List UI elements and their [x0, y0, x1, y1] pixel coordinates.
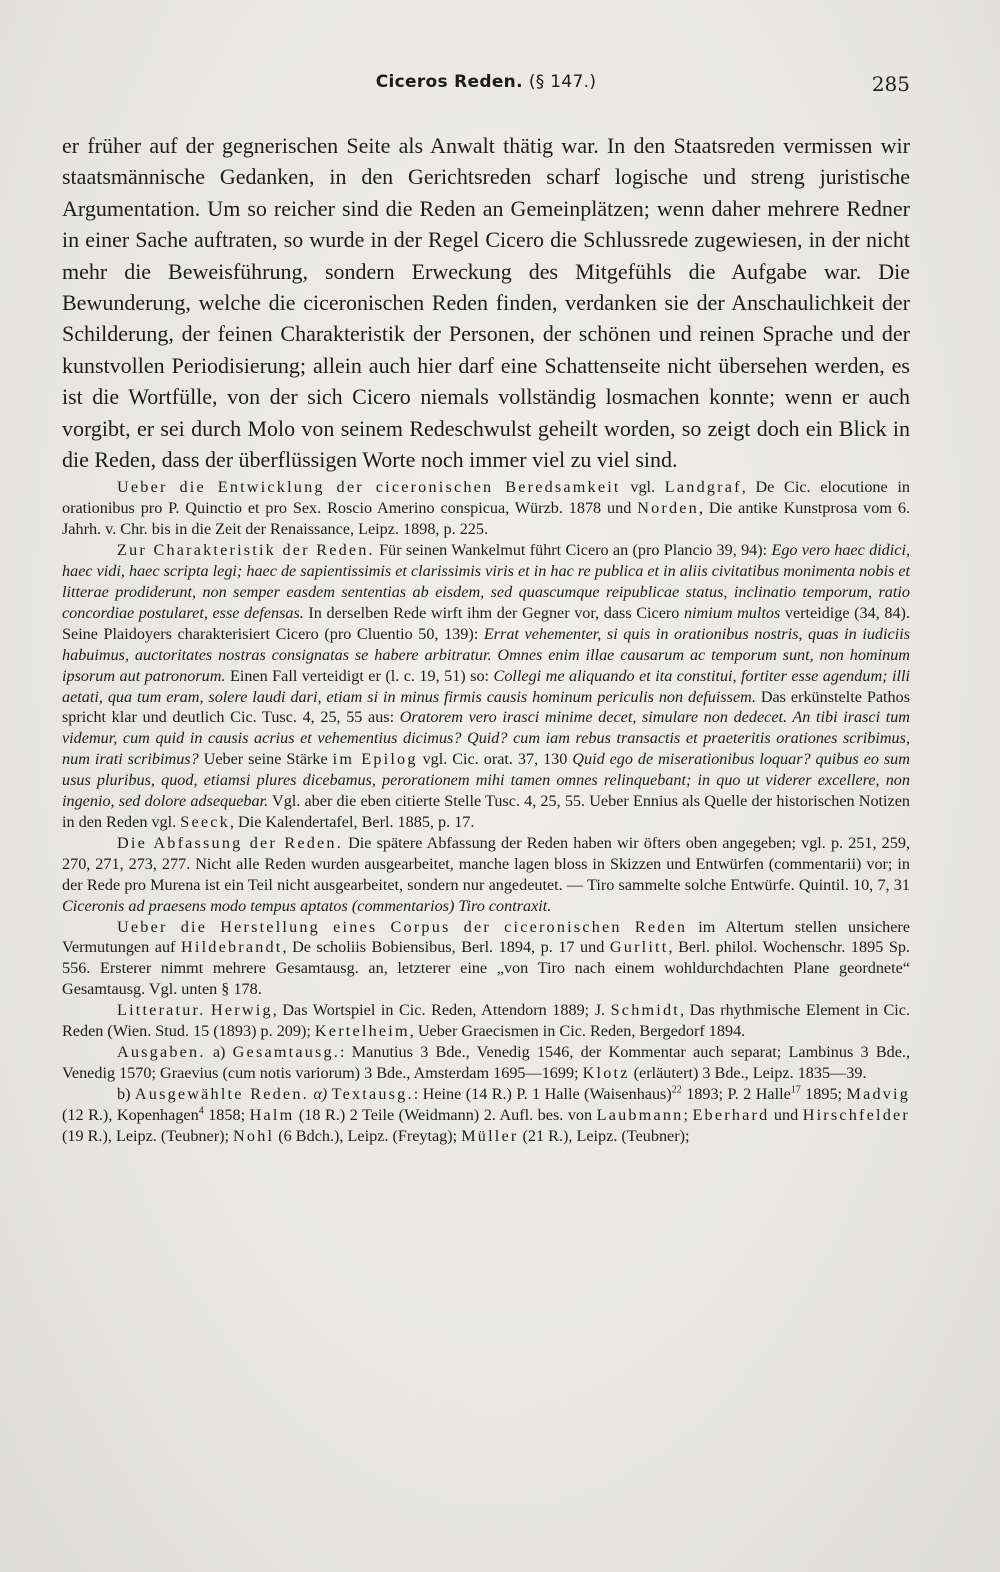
note-charakteristik: [62, 540, 910, 833]
author-name: Seeck: [180, 812, 230, 831]
note-text: : Manutius 3 Bde., Venedig 1546, der Kommentar auch separat; Lambinus 3 Bde., Venedig 1570; Graevius (cum notis variorum) 3 Bde., Amsterdam 1695—1699;: [62, 1042, 911, 1082]
main-text-block: [62, 130, 910, 475]
latin-quote: Errat vehementer, si quis in orationibus nostris, quas in iudiciis habuimus, auctoritates nostras consignatas se habere arbitratur. Omnes enim illae causarum ac temporum sunt, non hominum ipsorum aut patronorum.: [62, 624, 910, 685]
latin-quote: Ego vero haec didici, haec vidi, haec scripta legi; haec de sapientissimis et clarissimis viris et in hac re publica et in aliis civitatibus monimenta nobis et litterae prodiderunt, non semper easdem sententias ab eisdem, sed quascumque reipublicae status, inclinatio temporum, ratio concordiae postularet, esse defensas.: [62, 541, 910, 622]
author-name: Hildebrandt: [180, 938, 283, 957]
author-name: Hirschfelder: [802, 1105, 911, 1124]
running-title-text: Ciceros Reden.: [375, 72, 523, 92]
note-litteratur: [62, 1000, 910, 1042]
note-text: : Heine (14 R.) P. 1 Halle (Waisenhaus): [413, 1084, 672, 1103]
note-text: verteidige (34, 84). Seine Plaidoyers charakterisiert Cicero (pro Cluentio 50, 139):: [62, 603, 910, 643]
note-lead: Zur Charakteristik der Reden.: [117, 541, 375, 560]
note-text: im Altertum stellen unsichere Vermutungen auf: [62, 917, 911, 957]
note-text: 1858;: [203, 1105, 250, 1124]
author-name: Klotz: [582, 1063, 630, 1082]
author-name: Halm: [249, 1105, 295, 1124]
superscript: 22: [671, 1084, 682, 1096]
spaced-term: Ausgewählte Reden.: [134, 1084, 309, 1103]
main-paragraph: er früher auf der gegnerischen Seite als Anwalt thätig war. In den Staatsreden vermissen wir staatsmännische Gedanken, in den Gerichtsreden scharf logische und streng juristische Argumentation. Um so reicher sind die Reden an Gemeinplätzen; wenn daher mehrere Redner in einer Sache auftraten, so wurde in der Regel Cicero die Schlussrede zugewiesen, in der nicht mehr die Beweisführung, sondern Erweckung des Mitgefühls die Aufgabe war. Die Bewunderung, welche die ciceronischen Reden finden, verdanken sie der Anschaulichkeit der Schilderung, der feinen Charakteristik der Personen, der schönen und reinen Sprache und der kunstvollen Periodisierung; allein auch hier darf eine Schattenseite nicht übersehen werden, es ist die Wortfülle, von der sich Cicero niemals vollständig losmachen konnte; wenn er auch vorgibt, er sei durch Molo von seinem Redeschwulst geheilt worden, so zeigt doch ein Blick in die Reden, dass der überflüssigen Worte noch immer viel zu viel sind.: [62, 133, 910, 473]
superscript: 4: [198, 1105, 204, 1117]
page-body: [62, 130, 910, 1146]
author-name: Laubmann: [596, 1105, 684, 1124]
author-name: Müller: [461, 1126, 519, 1145]
author-name: Schmidt: [610, 1001, 680, 1020]
note-text: (6 Bdch.), Leipz. (Freytag);: [274, 1126, 462, 1145]
note-text: a): [205, 1042, 233, 1061]
note-text: b): [117, 1084, 135, 1103]
note-ausgaben-a: [62, 1042, 910, 1084]
page-number: 285: [871, 72, 910, 96]
author-name: Gurlitt: [609, 938, 669, 957]
note-corpus: [62, 917, 910, 1001]
note-text: (18 R.) 2 Teile (Weidmann) 2. Aufl. bes. von: [294, 1105, 597, 1124]
note-text: Für seinen Wankelmut führt Cicero an (pro Plancio 39, 94):: [374, 541, 772, 560]
note-text: Die spätere Abfassung der Reden haben wir öfters oben angegeben; vgl. p. 251, 259, 270, 271, 273, 277. Nicht alle Reden wurden ausgearbeitet, manche lagen bloss in Skizzen und Entwürfen (commentarii) vor; in der Rede pro Murena ist ein Teil nicht ausgearbeitet, sondern nur angedeutet. — Tiro sammelte solche Entwürfe. Quintil. 10, 7, 31: [62, 833, 910, 894]
running-title: [62, 72, 910, 92]
note-text: , De scholiis Bobiensibus, Berl. 1894, p. 17 und: [282, 938, 610, 957]
spaced-term: Gesamtausg.: [232, 1042, 341, 1061]
author-name: Nohl: [233, 1126, 275, 1145]
section-ref: (§ 147.): [528, 72, 597, 92]
note-text: (12 R.), Kopenhagen: [62, 1105, 199, 1124]
note-text: Vgl. aber die eben citierte Stelle Tusc. 4, 25, 55. Ueber Ennius als Quelle der historischen Notizen in den Reden vgl.: [62, 792, 910, 831]
note-text: Das erkünstelte Pathos spricht klar und deutlich Cic. Tusc. 4, 25, 55 aus:: [62, 687, 910, 727]
note-lead: Ausgaben.: [117, 1042, 206, 1061]
note-abfassung: [62, 833, 910, 917]
note-text: und: [769, 1105, 803, 1124]
note-text: 1895;: [800, 1084, 847, 1103]
note-text: ;: [683, 1105, 693, 1124]
latin-quote: Ciceronis ad praesens modo tempus aptatos (commentarios) Tiro contraxit.: [62, 896, 552, 915]
note-text: , Das rhythmische Element in Cic. Reden (Wien. Stud. 15 (1893) p. 209);: [62, 1001, 910, 1041]
notes-block: [62, 477, 910, 1146]
list-marker: α): [313, 1084, 328, 1103]
latin-quote: nimium multos: [683, 603, 781, 622]
note-text: , Berl. philol. Wochenschr. 1895 Sp. 556. Ersterer nimmt mehrere Gesamtausg. an, letzterer eine „von Tiro nach einem wohldurchdachten Plane geordnete“ Gesamtausg. Vgl. unten § 178.: [62, 938, 910, 999]
note-text: , Die Kalendertafel, Berl. 1885, p. 17.: [229, 812, 475, 831]
note-text: Ueber seine Stärke: [198, 750, 333, 769]
latin-quote: Quid ego de miserationibus loquar? quibus eo sum usus pluribus, quod, etiamsi plures dicebamus, perorationem mihi tamen omnes relinquebant; in quo ut viderer excellere, non ingenio, sed dolore adsequebar.: [62, 750, 910, 811]
note-text: , Ueber Graecismen in Cic. Reden, Bergedorf 1894.: [409, 1022, 746, 1041]
author-name: Herwig: [211, 1001, 273, 1020]
note-lead: Litteratur.: [117, 1001, 206, 1020]
author-name: Landgraf: [664, 478, 742, 497]
superscript: 17: [790, 1084, 801, 1096]
note-text: (19 R.), Leipz. (Teubner);: [62, 1126, 234, 1145]
author-name: Madvig: [846, 1084, 911, 1103]
note-ausgaben-b: [62, 1084, 910, 1147]
note-text: (erläutert) 3 Bde., Leipz. 1835—39.: [629, 1063, 867, 1082]
note-text: Einen Fall verteidigt er (l. c. 19, 51) so:: [225, 666, 494, 685]
spaced-term: Textausg.: [331, 1084, 414, 1103]
note-lead: Ueber die Herstellung eines Corpus der ciceronischen Reden: [117, 917, 688, 936]
author-name: Norden: [637, 499, 699, 518]
note-text: 1893; P. 2 Halle: [681, 1084, 791, 1103]
running-header: [62, 72, 910, 102]
latin-quote: Collegi me aliquando et ita constitui, fortiter esse agendum; illi aetati, qua tum eram, solere laudi dari, etiam si in minus firmis causis hominum periculis non defuissem.: [62, 666, 910, 706]
note-text: , De Cic. elocutione in orationibus pro P. Quinctio et pro Sex. Roscio Amerino conspicua, Würzb. 1878 und: [62, 478, 911, 518]
author-name: Eberhard: [692, 1105, 770, 1124]
note-text: , Das Wortspiel in Cic. Reden, Attendorn 1889; J.: [272, 1001, 611, 1020]
note-text: vgl.: [620, 478, 665, 497]
author-name: Kertelheim: [314, 1022, 410, 1041]
note-text: , Die antike Kunstprosa vom 6. Jahrh. v. Chr. bis in die Zeit der Renaissance, Leipz. 1898, p. 225.: [62, 499, 910, 539]
spaced-term: im Epilog: [332, 750, 418, 769]
note-text: In derselben Rede wirft ihm der Gegner vor, dass Cicero: [303, 603, 684, 622]
note-lead: Die Abfassung der Reden.: [117, 833, 343, 852]
note-text: vgl. Cic. orat. 37, 130: [417, 750, 573, 769]
note-entwicklung: [62, 477, 910, 540]
note-text: (21 R.), Leipz. (Teubner);: [518, 1126, 690, 1145]
note-lead: Ueber die Entwicklung der ciceronischen Beredsamkeit: [117, 478, 621, 497]
latin-quote: Oratorem vero irasci minime decet, simulare non dedecet. An tibi irasci tum videmur, cum quid in causis acrius et vehementius dicimus? Quid? cum iam rebus transactis et praeteritis orationes scribimus, num irati scribimus?: [62, 708, 910, 769]
